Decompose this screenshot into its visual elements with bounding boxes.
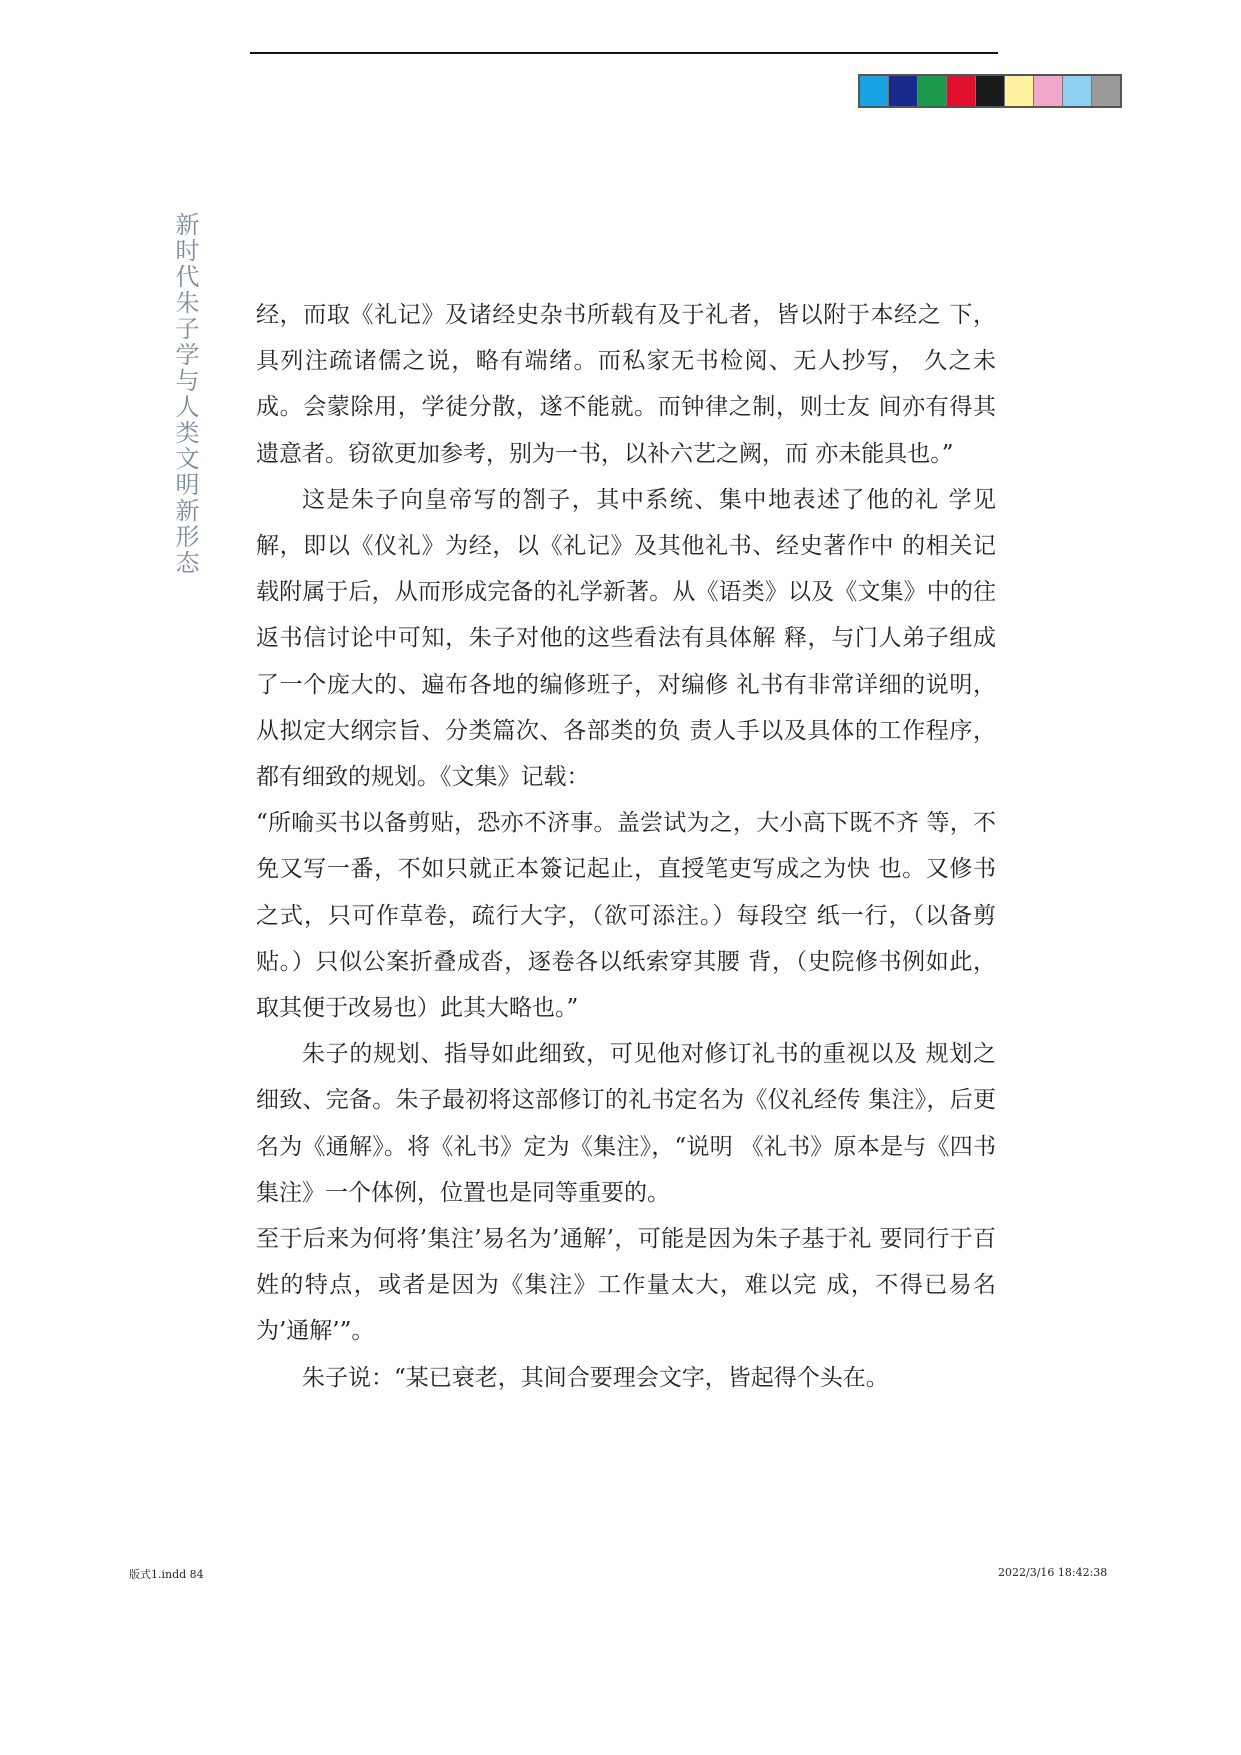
paragraph: 经，而取《礼记》及诸经史杂书所载有及于礼者，皆以附于本经之 下，具列注疏诸儒之说，略有端绪。而私家无书检阅、无人抄写， 久之未成。会蒙除用，学徒分散，遂不能就。而钟律之制，则士友 间亦有得其遗意者。窃欲更加参考，别为一书，以补六艺之阙，而 亦未能具也。” xyxy=(256,302,996,467)
color-swatch xyxy=(1063,76,1092,106)
color-swatch xyxy=(976,76,1005,106)
running-title: 新时代朱子学与人类文明新形态 xyxy=(171,212,199,576)
paragraph: 这是朱子向皇帝写的劄子，其中系统、集中地表述了他的礼 学见解，即以《仪礼》为经，以《礼记》及其他礼书、经史著作中 的相关记载附属于后，从而形成完备的礼学新著。从《语类》以及《文集》中的往返书信讨论中可知，朱子对他的这些看法有具体解 释，与门人弟子组成了一个庞大的、遍布各地的编修班子，对编修 礼书有非常详细的说明，从拟定大纲宗旨、分类篇次、各部类的负 责人手以及具体的工作程序，都有细致的规划。《文集》记载： xyxy=(256,486,996,791)
color-swatch xyxy=(1005,76,1034,106)
color-swatch xyxy=(918,76,947,106)
footer-file-info: 版式1.indd 84 xyxy=(129,1568,204,1581)
paragraph: 至于后来为何将’集注’易名为’通解’，可能是因为朱子基于礼 要同行于百姓的特点，或者是因为《集注》工作量太大，难以完 成，不得已易名为’通解’”。 xyxy=(256,1226,996,1345)
footer-timestamp: 2022/3/16 18:42:38 xyxy=(998,1566,1108,1579)
paragraph: 朱子说：“某已衰老，其间合要理会文字，皆起得个头在。 xyxy=(302,1364,889,1391)
color-swatch xyxy=(860,76,889,106)
color-swatch xyxy=(1092,76,1120,106)
paragraph: 朱子的规划、指导如此细致，可见他对修订礼书的重视以及 规划之细致、完备。朱子最初将这部修订的礼书定名为《仪礼经传 集注》，后更名为《通解》。将《礼书》定为《集注》，“说明 《礼书》原本是与《四书集注》一个体例，位置也是同等重要的。 xyxy=(256,1041,996,1206)
color-swatch xyxy=(947,76,976,106)
color-swatch xyxy=(889,76,918,106)
color-bar xyxy=(858,74,1122,108)
body-text xyxy=(256,292,996,1401)
top-rule xyxy=(250,52,998,54)
color-swatch xyxy=(1034,76,1063,106)
quote-paragraph: “所喻买书以备剪贴，恐亦不济事。盖尝试为之，大小高下既不齐 等，不免又写一番，不如只就正本簽记起止，直授笔吏写成之为快 也。又修书之式，只可作草卷，疏行大字，（欲可添注。）每段空 纸一行，（以备剪贴。）只似公案折叠成沓，逐卷各以纸索穿其腰 背，（史院修书例如此，取其便于改易也）此其大略也。” xyxy=(256,810,996,1022)
